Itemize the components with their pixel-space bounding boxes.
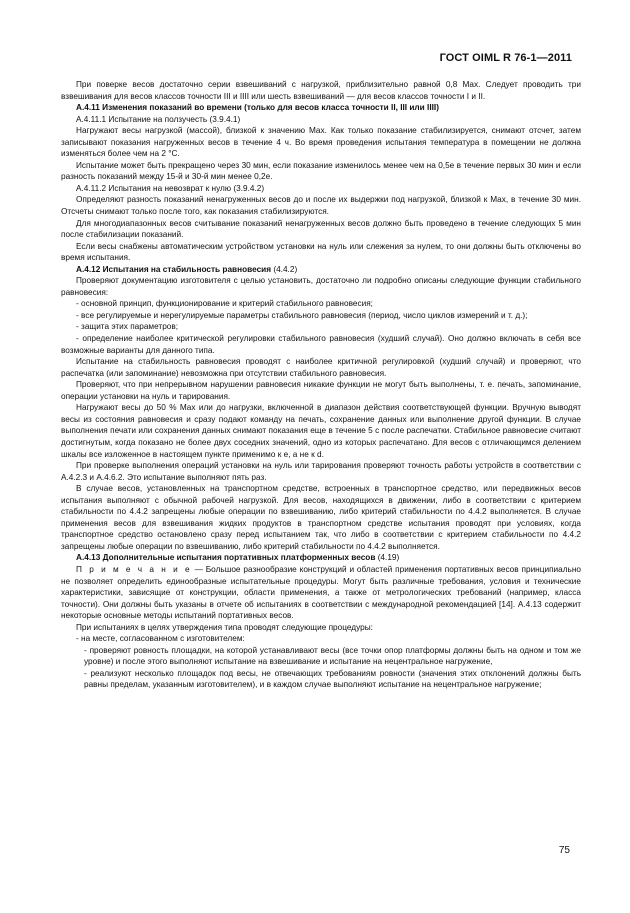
paragraph: При поверке весов достаточно серии взвешиваний с нагрузкой, приблизительно равной 0,8 Max. Следует проводить три взвешивания для весов классов точности III и IIII или шесть взвешиваний — для весов классов точности I и II.	[61, 80, 581, 101]
list-item: - определение наиболее критической регулировки стабильного равновесия (худший случай). Оно должно включать в себя все возможные варианты для данного типа.	[61, 334, 581, 355]
note-label: П р и м е ч а н и е	[76, 564, 192, 574]
note-text: — Большое разнообразие конструкций и областей применения портативных весов принципиально не позволяет определить единообразные испытательные процедуры. Могут быть различные требования, условия и технические характеристики, зависящие от конструкции, области применения, а также от метрологических требований (например, класса точности). Они должны быть указаны в отчете об испытаниях в соответствии с международной рекомендацией [14]. А.4.13 содержит некоторые основные методы испытаний портативных весов.	[61, 564, 581, 621]
paragraph: Для многодиапазонных весов считывание показаний ненагруженных весов должно быть проведено в течение следующих 5 мин после стабилизации показаний.	[61, 218, 581, 240]
list-item: - основной принцип, функционирование и критерий стабильного равновесия;	[76, 299, 373, 309]
heading-reference: (4.4.2)	[273, 264, 298, 274]
sub-list-item: - проверяют ровность площадки, на которой устанавливают весы (все точки опор платформы должны быть на одном и том же уровне) и после этого выполняют испытание на взвешивание и испытание на нецентральное нагружение,	[84, 645, 581, 667]
paragraph: В случае весов, установленных на транспортном средстве, встроенных в транспортное средство, или передвижных весов испытания выполняют с обычной рабочей нагрузкой. Для весов, находящихся в движении, либо в соответствии с критерием стабильности по 4.4.2 запрещены любые операции по взвешиванию, либо критерий стабильности по 4.4.2 выполняется. В случае применения весов для взвешивания жидких продуктов в транспортном средстве испытания проводят при условиях, когда транспортное средство остановлено сразу перед испытанием так, что либо в соответствии с критерием стабильности по 4.4.2 запрещены любые операции по взвешиванию, либо критерий стабильности по 4.4.2 выполняется.	[61, 484, 581, 551]
subsection-heading-a4-11-1: А.4.11.1 Испытание на ползучесть (3.9.4.1)	[76, 114, 241, 124]
page-number: 75	[558, 845, 570, 856]
heading-reference: (4.19)	[377, 553, 400, 563]
paragraph: Испытание может быть прекращено через 30 мин, если показание изменилось менее чем на 0,5е в течение первых 30 мин и если разность показаний между 15-й и 30-й мин менее 0,2е.	[61, 160, 581, 182]
paragraph: Нагружают весы нагрузкой (массой), близкой к значению Max. Как только показание стабилизируется, снимают отсчет, затем записывают показания нагруженных весов в течение 4 ч. Во время проведения испытания температура в помещении не должна изменяться более чем на 2 °С.	[61, 126, 581, 159]
paragraph: Определяют разность показаний ненагруженных весов до и после их выдержки под нагрузкой, близкой к Max, в течение 30 мин. Отсчеты снимают только после того, как показания стабилизируются.	[61, 195, 581, 217]
note	[61, 564, 581, 622]
subsection-heading-a4-11-2: А.4.11.2 Испытания на невозврат к нулю (3.9.4.2)	[76, 183, 265, 193]
section-heading-a4-11: А.4.11 Изменения показаний во времени (только для весов класса точности II, III или IIII)	[76, 103, 439, 113]
standard-header: ГОСТ OIML R 76-1—2011	[439, 52, 572, 64]
sub-list-item: - реализуют несколько площадок под весы, не отвечающих требованиям ровности (значения этих отклонений должны быть равны пределам, указанным изготовителем), и в каждом случае выполняют испытание на нецентральное нагружение;	[84, 668, 581, 690]
paragraph: Проверяют, что при непрерывном нарушении равновесия никакие функции не могут быть выполнены, т. е. печать, запоминание, операции установки на нуль и тарирования.	[61, 380, 581, 401]
list-item: - защита этих параметров;	[76, 322, 179, 332]
list-item: - все регулируемые и нерегулируемые параметры стабильного равновесия (период, число циклов измерений и т. д.);	[76, 310, 528, 320]
paragraph: Испытание на стабильность равновесия проводят с наиболее критичной регулировкой (худший случай) и проверяют, что распечатка (или запоминание) невозможна при отсутствии стабильного равновесия.	[61, 357, 581, 378]
list-item: - на месте, согласованном с изготовителем:	[76, 634, 245, 644]
heading-title: А.4.13 Дополнительные испытания портативных платформенных весов	[76, 553, 376, 563]
heading-title: А.4.12 Испытания на стабильность равновесия	[76, 264, 272, 274]
paragraph: При проверке выполнения операций установки на нуль или тарирования проверяют точность работы устройств в соответствии с А.4.2.3 и А.4.6.2. Это испытание выполняют пять раз.	[61, 461, 581, 482]
paragraph: Нагружают весы до 50 % Max или до нагрузки, включенной в диапазон действия соответствующей функции. Вручную выводят весы из состояния равновесия и сразу подают команду на печать, сохранение данных или выполнение другой функции. В случае выполнения печати или сохранения данных снимают показания еще в течение 5 с после распечатки. Стабильное равновесие считают достигнутым, когда показано не более двух соседних значений, одно из которых распечатано. Для весов с отличающимся делением шкалы все изложенное в настоящем пункте применимо к е, а не к d.	[61, 403, 581, 459]
paragraph: При испытаниях в целях утверждения типа проводят следующие процедуры:	[76, 622, 373, 632]
paragraph: Проверяют документацию изготовителя с целью установить, достаточно ли подробно описаны следующие функции стабильного равновесия:	[61, 276, 581, 297]
section-heading-a4-12	[61, 264, 581, 276]
paragraph: Если весы снабжены автоматическим устройством установки на нуль или слежения за нулем, то они должны быть отключены во время испытания.	[61, 241, 581, 263]
document-body	[61, 79, 581, 691]
section-heading-a4-13	[61, 552, 581, 564]
